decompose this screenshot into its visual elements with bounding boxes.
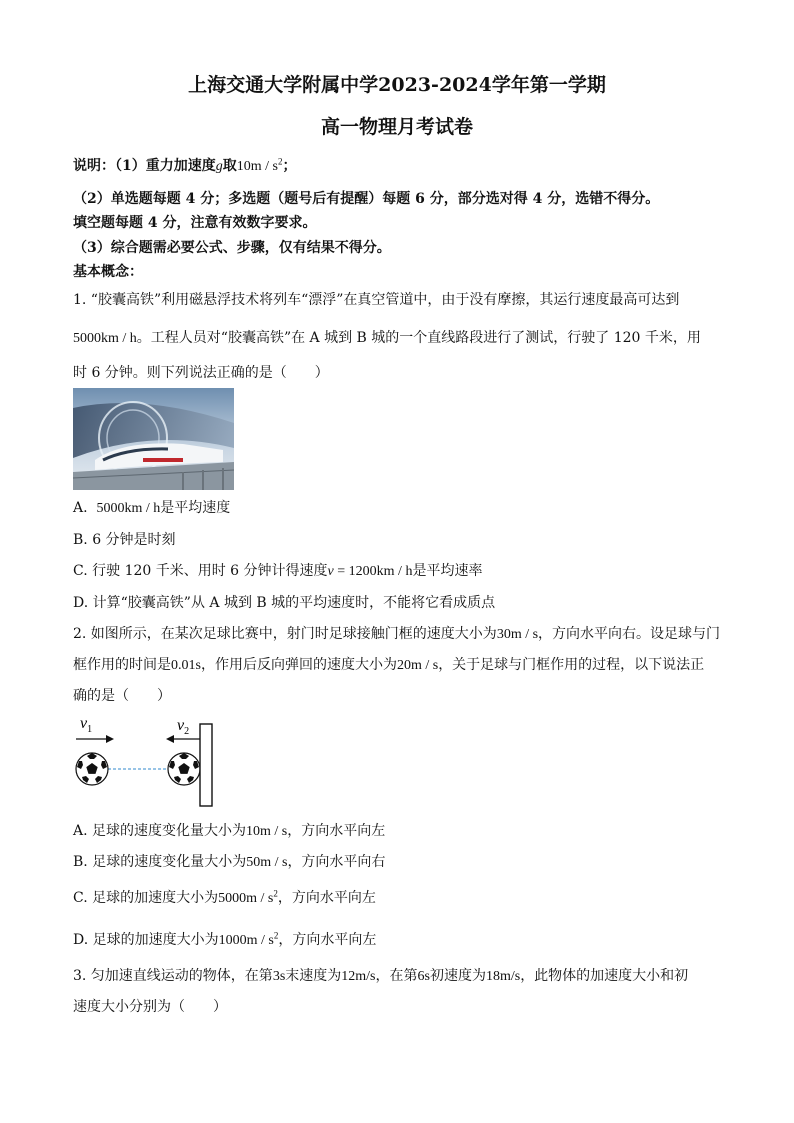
q2-option-c: [73, 888, 376, 909]
q2-option-a: [73, 821, 385, 842]
q3-line1-rest: ，此物体的加速度大小和初: [520, 968, 689, 984]
note-1-exp: 2: [277, 156, 283, 167]
q3-t2: 6s: [417, 969, 430, 984]
q2-option-c-rest: ，方向水平向左: [277, 890, 376, 906]
exam-title-line1: 上海交通大学附属中学2023-2024学年第一学期: [188, 74, 606, 96]
capsule-train-photo: [73, 388, 234, 490]
q3-t1: 3s: [272, 969, 286, 984]
v1-arrowhead: [106, 735, 114, 743]
q1-line1: 1. “胶囊高铁”利用磁悬浮技术将列车“漂浮”在真空管道中，由于没有摩擦，其运行速度最高可达到: [73, 292, 680, 308]
section-heading: 基本概念：: [73, 264, 143, 280]
q3-line2: 速度大小分别为（ ）: [73, 999, 227, 1015]
v2-arrowhead: [166, 735, 174, 743]
q2-option-b-pre: B. 足球的速度变化量大小为: [73, 854, 247, 870]
q3-mid3: 初速度为: [429, 968, 486, 984]
q3-line1: [73, 966, 688, 987]
q3-mid1: 末速度为: [285, 968, 342, 984]
q1-option-c: [73, 561, 482, 582]
q1-option-c-var: v: [327, 564, 334, 579]
q2-line2-pre: 框作用的时间是: [73, 657, 171, 673]
q2-line2: [73, 655, 704, 676]
q2-line2-time: 0.01s: [171, 658, 201, 673]
q1-option-a: [73, 498, 230, 519]
note-1-suffix: ；: [282, 158, 297, 174]
note-2-line2: 填空题每题 4 分，注意有效数字要求。: [73, 215, 317, 231]
exam-title-line2: 高一物理月考试卷: [320, 116, 473, 138]
q3-v1: 12m/s: [341, 969, 376, 984]
q1-option-c-pre: C. 行驶 120 千米、用时 6 分钟计得速度: [73, 563, 328, 579]
q2-option-d-rest: ，方向水平向左: [278, 932, 377, 948]
q2-option-b-rest: ，方向水平向右: [287, 854, 386, 870]
q1-option-c-eq: = 1200km / h: [333, 564, 413, 579]
q3-line1-pre: 3. 匀加速直线运动的物体，在第: [73, 968, 273, 984]
q1-line2: [73, 328, 701, 349]
note-1-prefix: 说明：（1）重力加速度: [73, 158, 216, 174]
q2-option-d-exp: 2: [273, 930, 279, 941]
note-1-mid: 取: [222, 158, 237, 174]
q2-line1-val: 30m / s: [496, 627, 539, 642]
note-1-value: 10m / s: [236, 159, 278, 174]
note-1: [73, 156, 296, 177]
note-3: （3）综合题需必要公式、步骤，仅有结果不得分。: [73, 240, 391, 256]
q2-option-d-val: 1000m / s: [218, 933, 274, 948]
q2-line1: [73, 624, 720, 645]
q2-option-b: [73, 852, 385, 873]
football-left-icon: [76, 753, 108, 785]
q2-line3: 确的是（ ）: [73, 688, 171, 704]
note-1-g: g: [215, 159, 223, 174]
v1-label: $v_1$: [80, 715, 93, 735]
q2-option-a-pre: A. 足球的速度变化量大小为: [73, 823, 247, 839]
q2-line2-val: 20m / s: [396, 658, 439, 673]
q1-line3: 时 6 分钟。则下列说法正确的是（ ）: [73, 365, 329, 381]
q2-line2-rest: ，关于足球与门框作用的过程，以下说法正: [438, 657, 705, 673]
q2-option-d-pre: D. 足球的加速度大小为: [73, 932, 219, 948]
q3-v2: 18m/s: [485, 969, 521, 984]
football-diagram: [70, 712, 220, 812]
q2-option-c-pre: C. 足球的加速度大小为: [73, 890, 219, 906]
q1-option-c-text: 是平均速率: [412, 563, 483, 579]
q2-option-c-exp: 2: [273, 888, 278, 899]
v2-label: $v_2$: [177, 717, 190, 737]
q2-option-c-val: 5000m / s: [218, 891, 274, 906]
q1-option-a-label: A.: [73, 500, 88, 516]
q2-line2-mid: ，作用后反向弹回的速度大小为: [200, 657, 397, 673]
q1-option-a-value: 5000km / h: [96, 501, 161, 516]
q2-option-a-val: 10m / s: [246, 824, 288, 839]
q2-option-d: [73, 930, 376, 951]
q2-option-a-rest: ，方向水平向左: [287, 823, 386, 839]
q1-speed-value: 5000km / h: [73, 331, 137, 346]
q1-option-b: B. 6 分钟是时刻: [73, 532, 176, 548]
note-2-line1: （2）单选题每题 4 分；多选题（题号后有提醒）每题 6 分，部分选对得 4 分，选错不得分。: [73, 191, 660, 207]
q1-option-a-text: 是平均速度: [160, 500, 231, 516]
q3-mid2: ，在第: [375, 968, 418, 984]
football-right-icon: [168, 753, 200, 785]
q2-line1-rest: ，方向水平向右。设足球与门: [538, 626, 721, 642]
q2-option-b-val: 50m / s: [246, 855, 288, 870]
q1-line2-rest: 。工程人员对“胶囊高铁”在 A 城到 B 城的一个直线路段进行了测试，行驶了 120 千米，用: [136, 330, 701, 346]
q2-line1-pre: 2. 如图所示，在某次足球比赛中，射门时足球接触门框的速度大小为: [73, 626, 497, 642]
q1-option-d: D. 计算“胶囊高铁”从 A 城到 B 城的平均速度时，不能将它看成质点: [73, 595, 496, 611]
goal-frame: [200, 724, 212, 806]
